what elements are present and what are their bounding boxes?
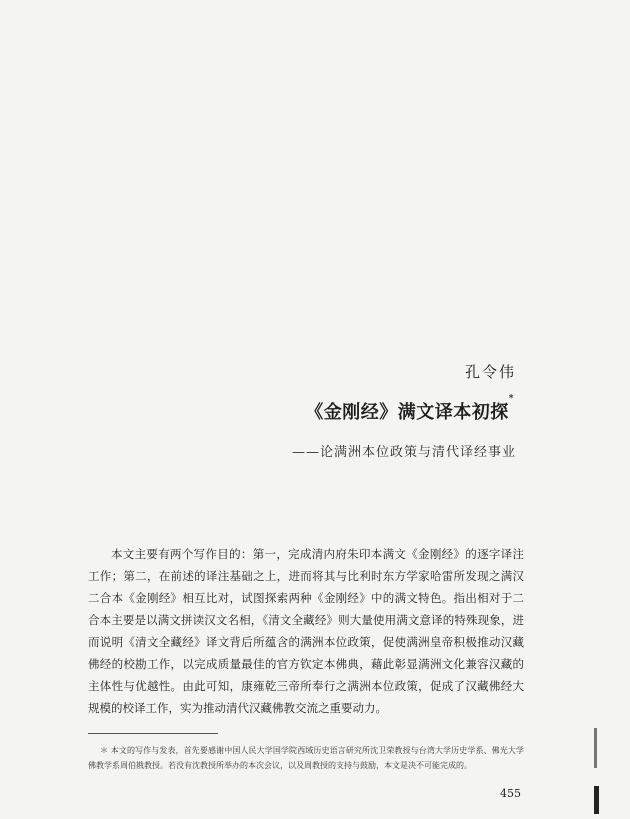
scan-edge-mark-lower — [594, 786, 599, 814]
scan-edge-mark-upper — [594, 728, 597, 768]
title-footnote-mark: * — [508, 394, 514, 404]
author-name: 孔令伟 — [464, 363, 516, 381]
page-number: 455 — [500, 787, 521, 800]
title-text: 《金刚经》满文译本初探 — [305, 402, 509, 423]
article-subtitle: ——论满洲本位政策与清代译经事业 — [291, 445, 516, 460]
footnote-text: ＊ 本文的写作与发表，首先要感谢中国人民大学国学院西域历史语言研究所沈卫荣教授与台湾大学历史学系、佛光大学佛教学系周伯戡教授。若没有沈教授所举办的本次会议，以及周教授的支持与鼓励，本文是决不可能完成的。 — [88, 746, 524, 770]
abstract-paragraph: 本文主要有两个写作目的：第一，完成清内府朱印本满文《金刚经》的逐字译注工作；第二，在前述的译注基础之上，进而将其与比利时东方学家哈雷所发现之满汉二合本《金刚经》相互比对，试图探索两种《金刚经》中的满文特色。指出相对于二合本主要是以满文拼读汉文名相，《清文全藏经》则大量使用满文意译的特殊现象，进而说明《清文全藏经》译文背后所蕴含的满洲本位政策，促使满洲皇帝积极推动汉藏佛经的校勘工作，以完成质量最佳的官方钦定本佛典，藉此彰显满洲文化兼容汉藏的主体性与优越性。由此可知，康雍乾三帝所奉行之满洲本位政策，促成了汉藏佛经大规模的校译工作，实为推动清代汉藏佛教交流之重要动力。 — [88, 547, 524, 715]
footnote-divider — [88, 733, 218, 734]
article-title — [305, 394, 514, 424]
